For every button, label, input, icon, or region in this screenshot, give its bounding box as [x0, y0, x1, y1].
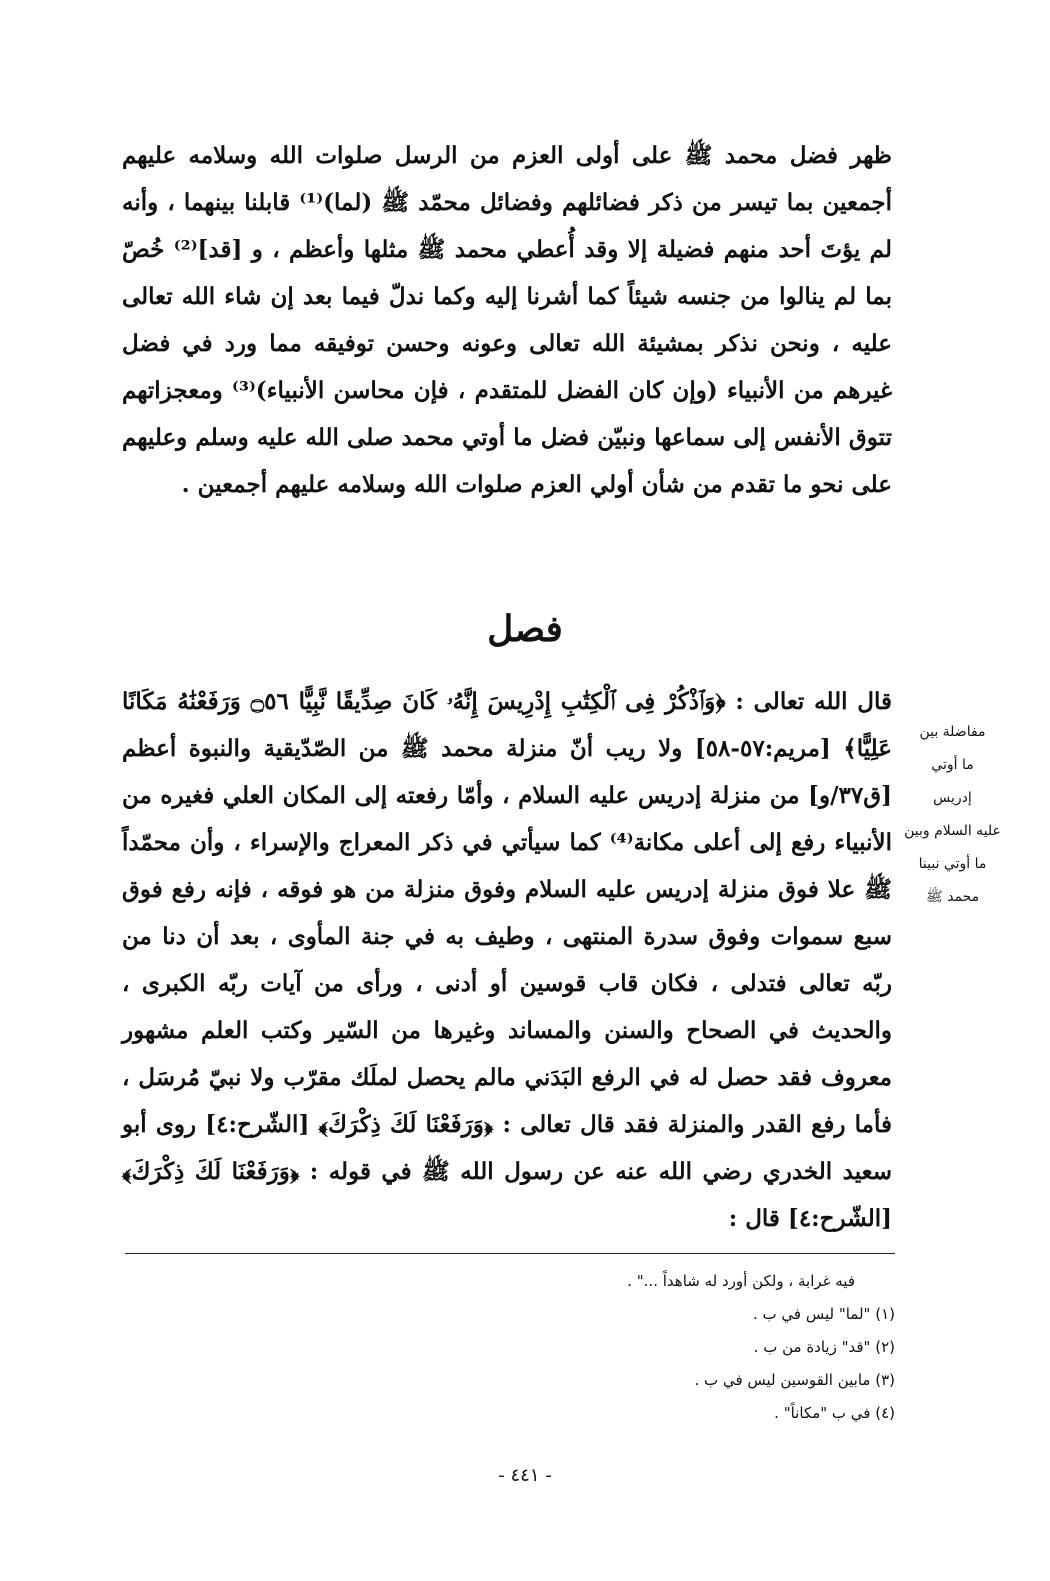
- margin-note-line: مفاضلة بين: [919, 724, 986, 740]
- footnote-item: (١) "لما" ليس في ب .: [752, 1305, 895, 1323]
- footnote-item: (٢) "قد" زيادة من ب .: [753, 1338, 895, 1356]
- margin-note: [900, 716, 1005, 914]
- footnote-item: (٣) مابين القوسين ليس في ب .: [694, 1371, 895, 1389]
- body-paragraph-1: ظهر فضل محمد ﷺ على أولى العزم من الرسل صلوات الله وسلامه عليهم أجمعين بما تيسر من ذكر فضائلهم وفضائل محمّد ﷺ (لما)⁽¹⁾ قابلنا بينهما ، وأنه لم يؤتَ أحد منهم فضيلة إلا وقد أُعطي محمد ﷺ مثلها وأعظم ، و [قد]⁽²⁾ خُصّ بما لم ينالوا من جنسه شيئاً كما أشرنا إليه وكما ندلّ فيما بعد إن شاء الله تعالى عليه ، ونحن نذكر بمشيئة الله تعالى وعونه وحسن توفيقه مما ورد في فضل غيرهم من الأنبياء (وإن كان الفضل للمتقدم ، فإن محاسن الأنبياء)⁽³⁾ ومعجزاتهم تتوق الأنفس إلى سماعها ونبيّن فضل ما أوتي محمد صلى الله عليه وسلم وعليهم على نحو ما تقدم من شأن أولي العزم صلوات الله وسلامه عليهم أجمعين .: [122, 142, 893, 498]
- footnotes: [125, 1265, 895, 1430]
- section-heading: فصل: [487, 608, 563, 650]
- margin-note-line: إدريس: [933, 790, 972, 806]
- footnote-item: (٤) في ب "مكاناً" .: [774, 1404, 895, 1422]
- footnote-continuation: فيه غرابة ، ولكن أورد له شاهداً ..." .: [627, 1272, 855, 1290]
- body-paragraph-2: قال الله تعالى : ﴿وَٱذْكُرْ فِى ٱلْكِتَٰبِ إِدْرِيسَ إِنَّهُۥ كَانَ صِدِّيقًا نَّبِيًّا ۝٥٦ وَرَفَعْنَٰهُ مَكَانًا عَلِيًّا﴾ [مريم:٥٧-٥٨] ولا ريب أنّ منزلة محمد ﷺ من الصّدّيقية والنبوة أعظم [ق٣٧/و] من منزلة إدريس عليه السلام ، وأمّا رفعته إلى المكان العلي فغيره من الأنبياء رفع إلى أعلى مكانة⁽⁴⁾ كما سيأتي في ذكر المعراج والإسراء ، وأن محمّداً ﷺ علا فوق منزلة إدريس عليه السلام وفوق منزلة من هو فوقه ، فإنه رفع فوق سبع سموات وفوق سدرة المنتهى ، وطيف به في جنة المأوى ، بعد أن دنا من ربّه تعالى فتدلى ، فكان قاب قوسين أو أدنى ، ورأى من آيات ربّه الكبرى ، والحديث في الصحاح والسنن والمساند وغيرها من السّير وكتب العلم مشهور معروف فقد حصل له في الرفع البَدَني مالم يحصل لملَك مقرّب ولا نبيّ مُرسَل ، فأما رفع القدر والمنزلة فقد قال تعالى : ﴿وَرَفَعْنَا لَكَ ذِكْرَكَ﴾ [الشّرح:٤] روى أبو سعيد الخدري رضي الله عنه عن رسول الله ﷺ في قوله : ﴿وَرَفَعْنَا لَكَ ذِكْرَكَ﴾ [الشّرح:٤] قال :: [122, 688, 892, 1232]
- page-number: - ٤٤١ -: [498, 1465, 552, 1486]
- margin-note-line: ما أوتي: [931, 757, 974, 773]
- margin-note-line: ما أوتي نبينا: [918, 856, 987, 872]
- margin-note-line: عليه السلام وبين: [904, 823, 1001, 839]
- footnote-divider: [125, 1253, 895, 1254]
- margin-note-line: محمد ﷺ: [925, 889, 980, 905]
